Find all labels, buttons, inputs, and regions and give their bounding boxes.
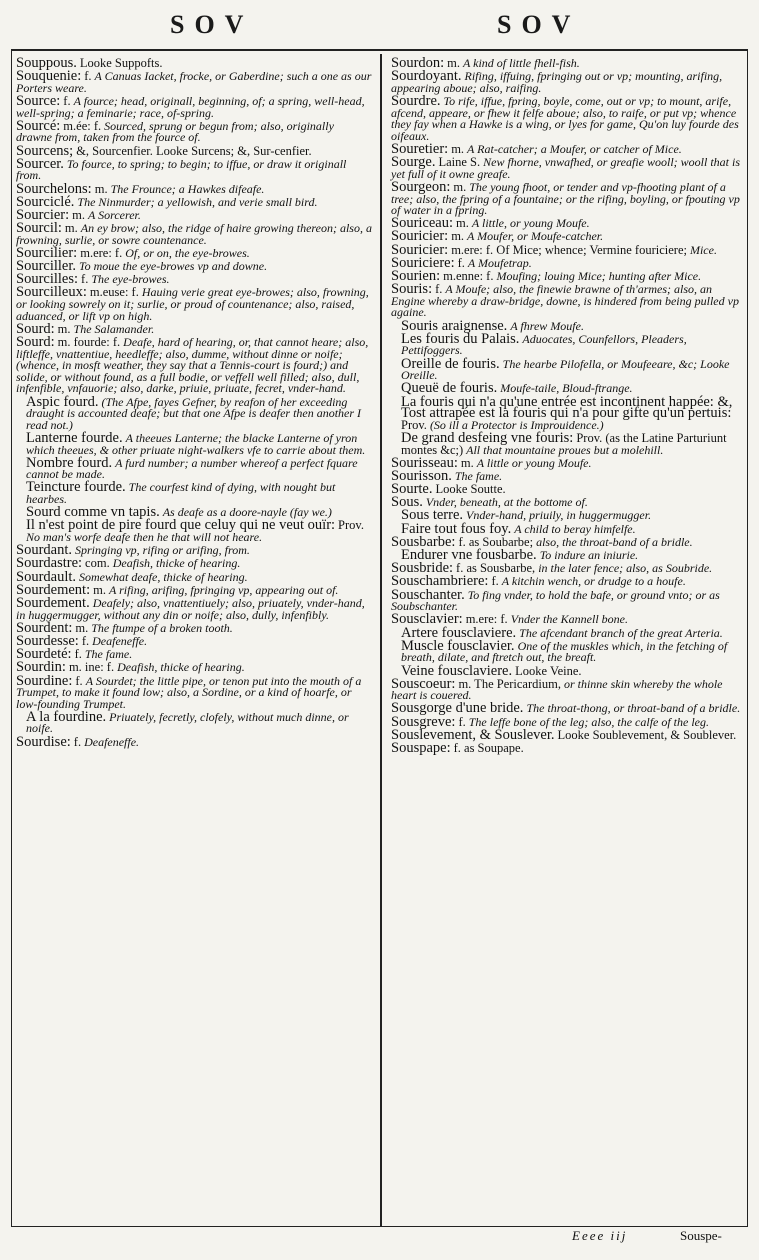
headword: Sourdine:	[16, 672, 73, 689]
headword: De grand desfeing vne fouris:	[401, 429, 574, 446]
dictionary-entry	[391, 586, 743, 614]
definition: A fhrew Moufe.	[510, 318, 584, 333]
definition: A little, or young Moufe.	[471, 216, 590, 231]
grammar-note: f.	[63, 93, 71, 108]
headword: Sous terre.	[401, 507, 464, 524]
definition: A Moufer, or Moufe-catcher.	[467, 229, 604, 244]
definition: Deafe, hard of hearing, or, that cannot heare; also, liftleffe, vnattentiue, heedleffe; also, dumme, without dinne or noife; (whence, in mosft weather, they say that a Tennis-court is fourd;) and solide, or without found, as a full bodie, or veffell well filled; also, dull, infenfible, vnfauorie; also, darke, priuie, priuate, fecret, vnder-hand.	[16, 334, 369, 396]
headword: Sourcilier:	[16, 244, 78, 261]
headword: Oreille de fouris.	[401, 355, 500, 372]
definition: Vnder-hand, priuily, in huggermugger.	[466, 508, 652, 523]
grammar-note: f.	[81, 272, 89, 287]
dictionary-entry	[16, 646, 372, 663]
headword: Sousbride:	[391, 560, 454, 577]
grammar-note: m.	[460, 455, 474, 470]
grammar-note: m.ée: f.	[63, 118, 102, 133]
headword: Souretier:	[391, 140, 449, 157]
headword: Sourchelons:	[16, 180, 92, 197]
grammar-note: &, Sourcenfier. Looke Surcens; &, Sur-cenfier.	[76, 143, 312, 158]
dictionary-entry	[391, 92, 743, 143]
signature-mark: Eeee iij	[572, 1228, 628, 1243]
definition: (So ill a Protector is Improuidence.)	[429, 417, 604, 432]
dictionary-entry	[16, 92, 372, 120]
right-column	[391, 55, 743, 757]
definition: or thinne skin whereby the whole heart is couered.	[391, 676, 723, 703]
headword: Les fouris du Palais.	[401, 330, 520, 347]
definition: A child to beray himfelfe.	[514, 521, 636, 536]
definition: The afcendant branch of the great Arteria.	[519, 625, 723, 640]
definition: Vnder the Kannell bone.	[510, 612, 628, 627]
headword: Teincture fourde.	[26, 479, 126, 496]
headword: Souschanter.	[391, 586, 465, 603]
dictionary-entry	[16, 594, 372, 622]
definition: The leffe bone of the leg; also, the calfe of the leg.	[468, 714, 710, 729]
headword: Sourdon:	[391, 55, 445, 71]
definition: A rifing, arifing, fpringing vp, appearing out of.	[108, 582, 339, 597]
headword: Souscoeur:	[391, 675, 456, 692]
definition: The fame.	[454, 468, 503, 483]
grammar-note: m.euse: f.	[89, 285, 139, 300]
headword: Souslevement, & Souslever.	[391, 726, 555, 743]
headword: Sourte.	[391, 481, 433, 498]
definition: A Moufe; also, the finewie brawne of th'armes; also, an Engine whereby a draw-bridge, downe, is hindered from being pulled vp againe.	[391, 282, 739, 320]
headword: Sourd:	[16, 320, 55, 337]
dictionary-entry	[391, 355, 743, 383]
grammar-note: com.	[85, 556, 110, 571]
headword: Aspic fourd.	[26, 393, 99, 410]
headword: Sourcier:	[16, 206, 70, 223]
definition: The ftumpe of a broken tooth.	[91, 620, 233, 635]
headword: Sourisseau:	[391, 454, 458, 471]
dictionary-entry	[391, 429, 743, 457]
headword: Lanterne fourde.	[26, 429, 123, 446]
headword: Sourdeté:	[16, 646, 72, 663]
definition: To fing vnder, to hold the bafe, or ground vnto; or as Soubschanter.	[391, 587, 720, 614]
headword: Sourd comme vn tapis.	[26, 504, 160, 521]
dictionary-entry	[391, 281, 743, 320]
definition: in the later fence; also, as Soubride.	[538, 561, 713, 576]
definition: Moufe-taile, Bloud-ftrange.	[500, 381, 633, 396]
headword: Sourcens;	[16, 142, 74, 159]
grammar-note: f.	[84, 69, 92, 84]
definition: A Sourdet; the little pipe, or tenon put into the mouth of a Trumpet, to make it found low; also, a Sordine, or a kind of hoarfe, or low-founding Trumpet.	[16, 673, 362, 711]
grammar-note: m.ere: f. Of Mice; whence; Vermine fouriciere;	[451, 242, 687, 257]
dictionary-entry	[391, 68, 743, 95]
grammar-note: f.	[457, 255, 465, 270]
headword: Souppous.	[16, 55, 77, 71]
grammar-note: Prov.	[338, 518, 364, 533]
grammar-note: m.	[72, 207, 86, 222]
dictionary-entry	[391, 393, 743, 432]
dictionary-entry	[16, 454, 372, 482]
headword: Sourcer.	[16, 155, 64, 172]
headword: Souschambriere:	[391, 573, 489, 590]
column-divider	[380, 54, 382, 1226]
grammar-note: m.	[93, 582, 106, 597]
dictionary-entry	[16, 333, 372, 396]
definition: An ey brow; also, the ridge of haire growing thereon; also, a frowning, surlie, or sowre countenance.	[16, 221, 372, 247]
grammar-note: m.	[447, 56, 461, 70]
dictionary-entry	[16, 429, 372, 457]
definition: A little or young Moufe.	[476, 455, 592, 470]
definition: Somewhat deafe, thicke of hearing.	[79, 569, 248, 584]
grammar-note: m.	[57, 321, 71, 336]
grammar-note: f.	[81, 633, 90, 648]
dictionary-entry	[391, 268, 743, 285]
catchword: Souspe-	[680, 1228, 722, 1243]
definition: The Ninmurder; a yellowish, and verie small bird.	[77, 194, 318, 209]
definition: Sourced, sprung or begun from; also, originally drawne from, taken from the fource of.	[16, 118, 334, 145]
dictionary-entry	[391, 178, 743, 218]
headword: A la fourdine.	[26, 708, 107, 725]
definition: The Frounce; a Hawkes difeafe.	[110, 181, 265, 196]
grammar-note: Looke Suppofts.	[79, 56, 163, 70]
headword: Sourd:	[16, 333, 55, 350]
definition: Moufing; louing Mice; hunting after Mice.	[496, 269, 702, 284]
grammar-note: f.	[75, 673, 83, 688]
grammar-note: Looke Veine.	[515, 663, 582, 678]
dictionary-entry	[16, 117, 372, 145]
grammar-note: f.	[74, 647, 82, 662]
headword: Sourgeon:	[391, 178, 451, 195]
definition: A kitchin wench, or drudge to a houfe.	[501, 574, 686, 589]
dictionary-entry	[391, 140, 743, 157]
dictionary-entry	[391, 481, 743, 498]
grammar-note: m.	[451, 141, 465, 156]
headword: Souricier:	[391, 228, 449, 245]
headword: Sourdastre:	[16, 555, 83, 572]
headword: Endurer vne fousbarbe.	[401, 547, 537, 563]
definition: To fource, to spring; to begin; to iffue, or draw it originall from.	[16, 156, 347, 183]
dictionary-entry	[16, 320, 372, 337]
grammar-note: m.enne: f.	[443, 269, 494, 284]
headword: Sourcilles:	[16, 271, 79, 288]
dictionary-entry	[391, 467, 743, 484]
definition: (The Afpe, fayes Gefner, by reafon of her exceeding draught is accounted deafe; but that one Afpe is deafer then another I read not.)	[26, 394, 362, 432]
grammar-note: m.	[75, 620, 89, 635]
definition: A kind of little fhell-fish.	[463, 56, 580, 70]
headword: Nombre fourd.	[26, 454, 113, 471]
grammar-note: m. ine: f.	[68, 660, 115, 675]
dictionary-entry	[391, 154, 743, 181]
definition: Deafeneffe.	[92, 633, 148, 648]
headword: La fouris qui n'a qu'une entrée est incontinent happée: &, Tost attrapée est la fouris qui n'a pour gifte qu'un pertuis:	[401, 393, 733, 422]
headword: Sourdement:	[16, 581, 91, 598]
definition: The hearbe Pilofella, or Moufeeare, &c; Looke Oreille.	[401, 356, 730, 383]
running-head-left: SOV	[170, 10, 254, 39]
headword: Sousclavier:	[391, 611, 463, 628]
grammar-note: Prov. (as the Latine Parturiunt montes &c;)	[401, 430, 727, 457]
definition: One of the muskles which, in the fetching of breath, dilate, and ftretch out, the breaft.	[401, 638, 728, 665]
definition: A Rat-catcher; a Moufer, or catcher of Mice.	[467, 141, 682, 156]
headword: Sourdault.	[16, 568, 77, 585]
grammar-note: Laine S.	[438, 155, 481, 170]
headword: Sourdise:	[16, 733, 71, 750]
headword: Sourdent:	[16, 619, 73, 636]
definition: Vnder, beneath, at the bottome of.	[425, 495, 588, 510]
dictionary-entry	[16, 479, 372, 507]
definition: A theeues Lanterne; the blacke Lanterne of yron which theeues, & other priuate night-walkers vfe to carrie about them.	[26, 430, 366, 457]
headword: Sourge.	[391, 154, 436, 171]
dictionary-entry	[16, 220, 372, 247]
grammar-note: Looke Soublevement, & Soublever.	[557, 727, 737, 742]
dictionary-entry	[16, 733, 372, 750]
grammar-note: m.	[451, 229, 465, 244]
definition: The Salamander.	[73, 321, 155, 336]
headword: Faire tout fous foy.	[401, 520, 512, 537]
dictionary-entry	[16, 155, 372, 183]
definition: To moue the eye-browes vp and downe.	[79, 259, 268, 274]
grammar-note: f.	[435, 282, 443, 297]
dictionary-entry	[16, 68, 372, 95]
grammar-note: m.	[94, 181, 108, 196]
running-head-right: SOV	[497, 10, 581, 39]
headword: Sourdre.	[391, 92, 441, 109]
grammar-note: m.	[456, 216, 469, 231]
definition: The courfest kind of dying, with nought but hearbes.	[26, 480, 336, 507]
headword: Sourdesse:	[16, 632, 79, 649]
headword: Souricier:	[391, 241, 449, 258]
headword: Souriciere:	[391, 254, 455, 271]
definition: To indure an iniurie.	[539, 548, 639, 562]
headword: Il n'est point de pire fourd que celuy qui ne veut ouïr:	[26, 517, 336, 534]
dictionary-entry	[391, 637, 743, 665]
grammar-note: Prov.	[401, 417, 427, 432]
headword: Artere fousclaviere.	[401, 624, 517, 641]
grammar-note: f. as Sousbarbe,	[456, 561, 536, 576]
definition: The throat-thong, or throat-band of a bridle.	[526, 701, 741, 716]
headword: Source:	[16, 92, 61, 109]
headword: Sourcilleux:	[16, 284, 87, 301]
grammar-note: f.	[458, 714, 466, 729]
definition: No man's worfe deafe then he that will not heare.	[26, 530, 263, 545]
definition: As deafe as a doore-nayle (fay we.)	[162, 505, 332, 520]
definition: Deafish, thicke of hearing.	[112, 556, 241, 571]
definition: The young fhoot, or tender and vp-fhooting plant of a tree; also, the fpring of a fountaine; or the rifing, boyling, or fpouting vp of water in a fpring.	[391, 179, 740, 218]
grammar-note: f. as Soubarbe;	[458, 534, 534, 549]
dictionary-entry	[16, 672, 372, 711]
dictionary-entry	[391, 330, 743, 358]
headword: Queuë de fouris.	[401, 380, 498, 397]
definition: Deafely; also, vnattentiuely; also, priuately, vnder-hand, in huggermugger, without any din or noife; also, dully, infenfibly.	[16, 595, 365, 622]
grammar-note: Looke Soutte.	[435, 482, 506, 497]
headword: Sous.	[391, 494, 423, 511]
definition: Deafish, thicke of hearing.	[117, 660, 245, 675]
grammar-note: m. The Pericardium,	[458, 676, 561, 691]
definition: A Canuas Iacket, frocke, or Gaberdine; such a one as our Porters weare.	[16, 69, 372, 95]
dictionary-entry	[391, 254, 743, 271]
headword: Muscle fousclavier.	[401, 637, 515, 654]
definition: A Sorcerer.	[88, 207, 141, 222]
definition: To rife, iffue, fpring, boyle, come, out or vp; to mount, arife, afcend, appeare, or fhew it felfe aboue; also, to raife, or put vp; whence they fay when a Hawke is a wing, or lyes for game, Qu'on luy fourde des oifeaux.	[391, 93, 739, 143]
definition: Aduocates, Counfellors, Pleaders, Pettifoggers.	[401, 331, 687, 358]
grammar-note: f.	[73, 734, 82, 749]
dictionary-entry	[391, 740, 743, 757]
grammar-note: m.ere: f.	[465, 612, 508, 627]
headword: Veine fousclaviere.	[401, 662, 513, 679]
headword: Sousgorge d'une bride.	[391, 700, 524, 717]
grammar-note: f. as Soupape.	[453, 741, 524, 756]
grammar-note: m.	[453, 179, 467, 194]
definition: Priuately, fecretly, clofely, without much dinne, or noife.	[26, 709, 349, 736]
definition: A Moufetrap.	[467, 255, 532, 270]
grammar-note: m. fourde: f.	[57, 334, 121, 349]
headword: Sousbarbe:	[391, 533, 456, 550]
definition: The eye-browes.	[91, 272, 170, 287]
dictionary-entry	[391, 675, 743, 703]
definition: Springing vp, rifing or arifing, from.	[74, 543, 250, 558]
dictionary-entry	[16, 517, 372, 545]
grammar-note: m.ere: f.	[80, 245, 123, 260]
headword: Sourdement.	[16, 594, 90, 611]
headword: Souris araignense.	[401, 317, 508, 334]
headword: Souspape:	[391, 740, 451, 757]
left-column	[16, 55, 372, 750]
headword: Sourdin:	[16, 659, 66, 676]
grammar-note: f.	[491, 574, 499, 589]
headword: Souris:	[391, 281, 433, 298]
dictionary-entry	[16, 708, 372, 736]
headword: Sourcil:	[16, 220, 62, 237]
headword: Sourdant.	[16, 542, 72, 559]
definition: Deafeneffe.	[84, 734, 140, 749]
dictionary-entry	[16, 142, 372, 159]
dictionary-entry	[16, 284, 372, 323]
headword: Sourisson.	[391, 467, 452, 484]
headword: Souriceau:	[391, 215, 454, 232]
headword: Sourciller.	[16, 258, 77, 275]
definition: Rifing, iffuing, fpringing out or vp; mounting, arifing, appearing aboue; also, raifing.	[391, 69, 723, 95]
definition: Mice.	[689, 242, 717, 257]
headword: Sourcé:	[16, 117, 61, 134]
definition: Hauing verie great eye-browes; also, frowning, or looking sowrely on it; surlie, or proud of countenance; also, raised, aduanced, or lift vp on high.	[16, 285, 369, 323]
headword: Sousgreve:	[391, 713, 456, 730]
definition: A furd number; a number whereof a perfect fquare cannot be made.	[26, 455, 358, 482]
definition: New fhorne, vnwafhed, or greafie wooll; wooll that is yet full of it owne greafe.	[391, 155, 741, 181]
dictionary-entry	[16, 193, 372, 210]
headword: Sourdoyant.	[391, 68, 462, 85]
grammar-note: m.	[64, 221, 78, 236]
definition: also, the throat-band of a bridle.	[536, 534, 693, 549]
dictionary-entry	[16, 393, 372, 432]
headword: Sourciclé.	[16, 193, 75, 210]
definition: A fource; head, originall, beginning, of; a spring, well-head, well-spring; a feminarie; race, of-spring.	[16, 93, 365, 120]
definition: The fame.	[84, 647, 133, 662]
headword: Souquenie:	[16, 68, 82, 85]
headword: Sourien:	[391, 268, 441, 285]
definition: Of, or on, the eye-browes.	[125, 245, 250, 260]
definition: All that mountaine proues but a molehill.	[466, 442, 664, 457]
dictionary-entry	[16, 206, 372, 223]
